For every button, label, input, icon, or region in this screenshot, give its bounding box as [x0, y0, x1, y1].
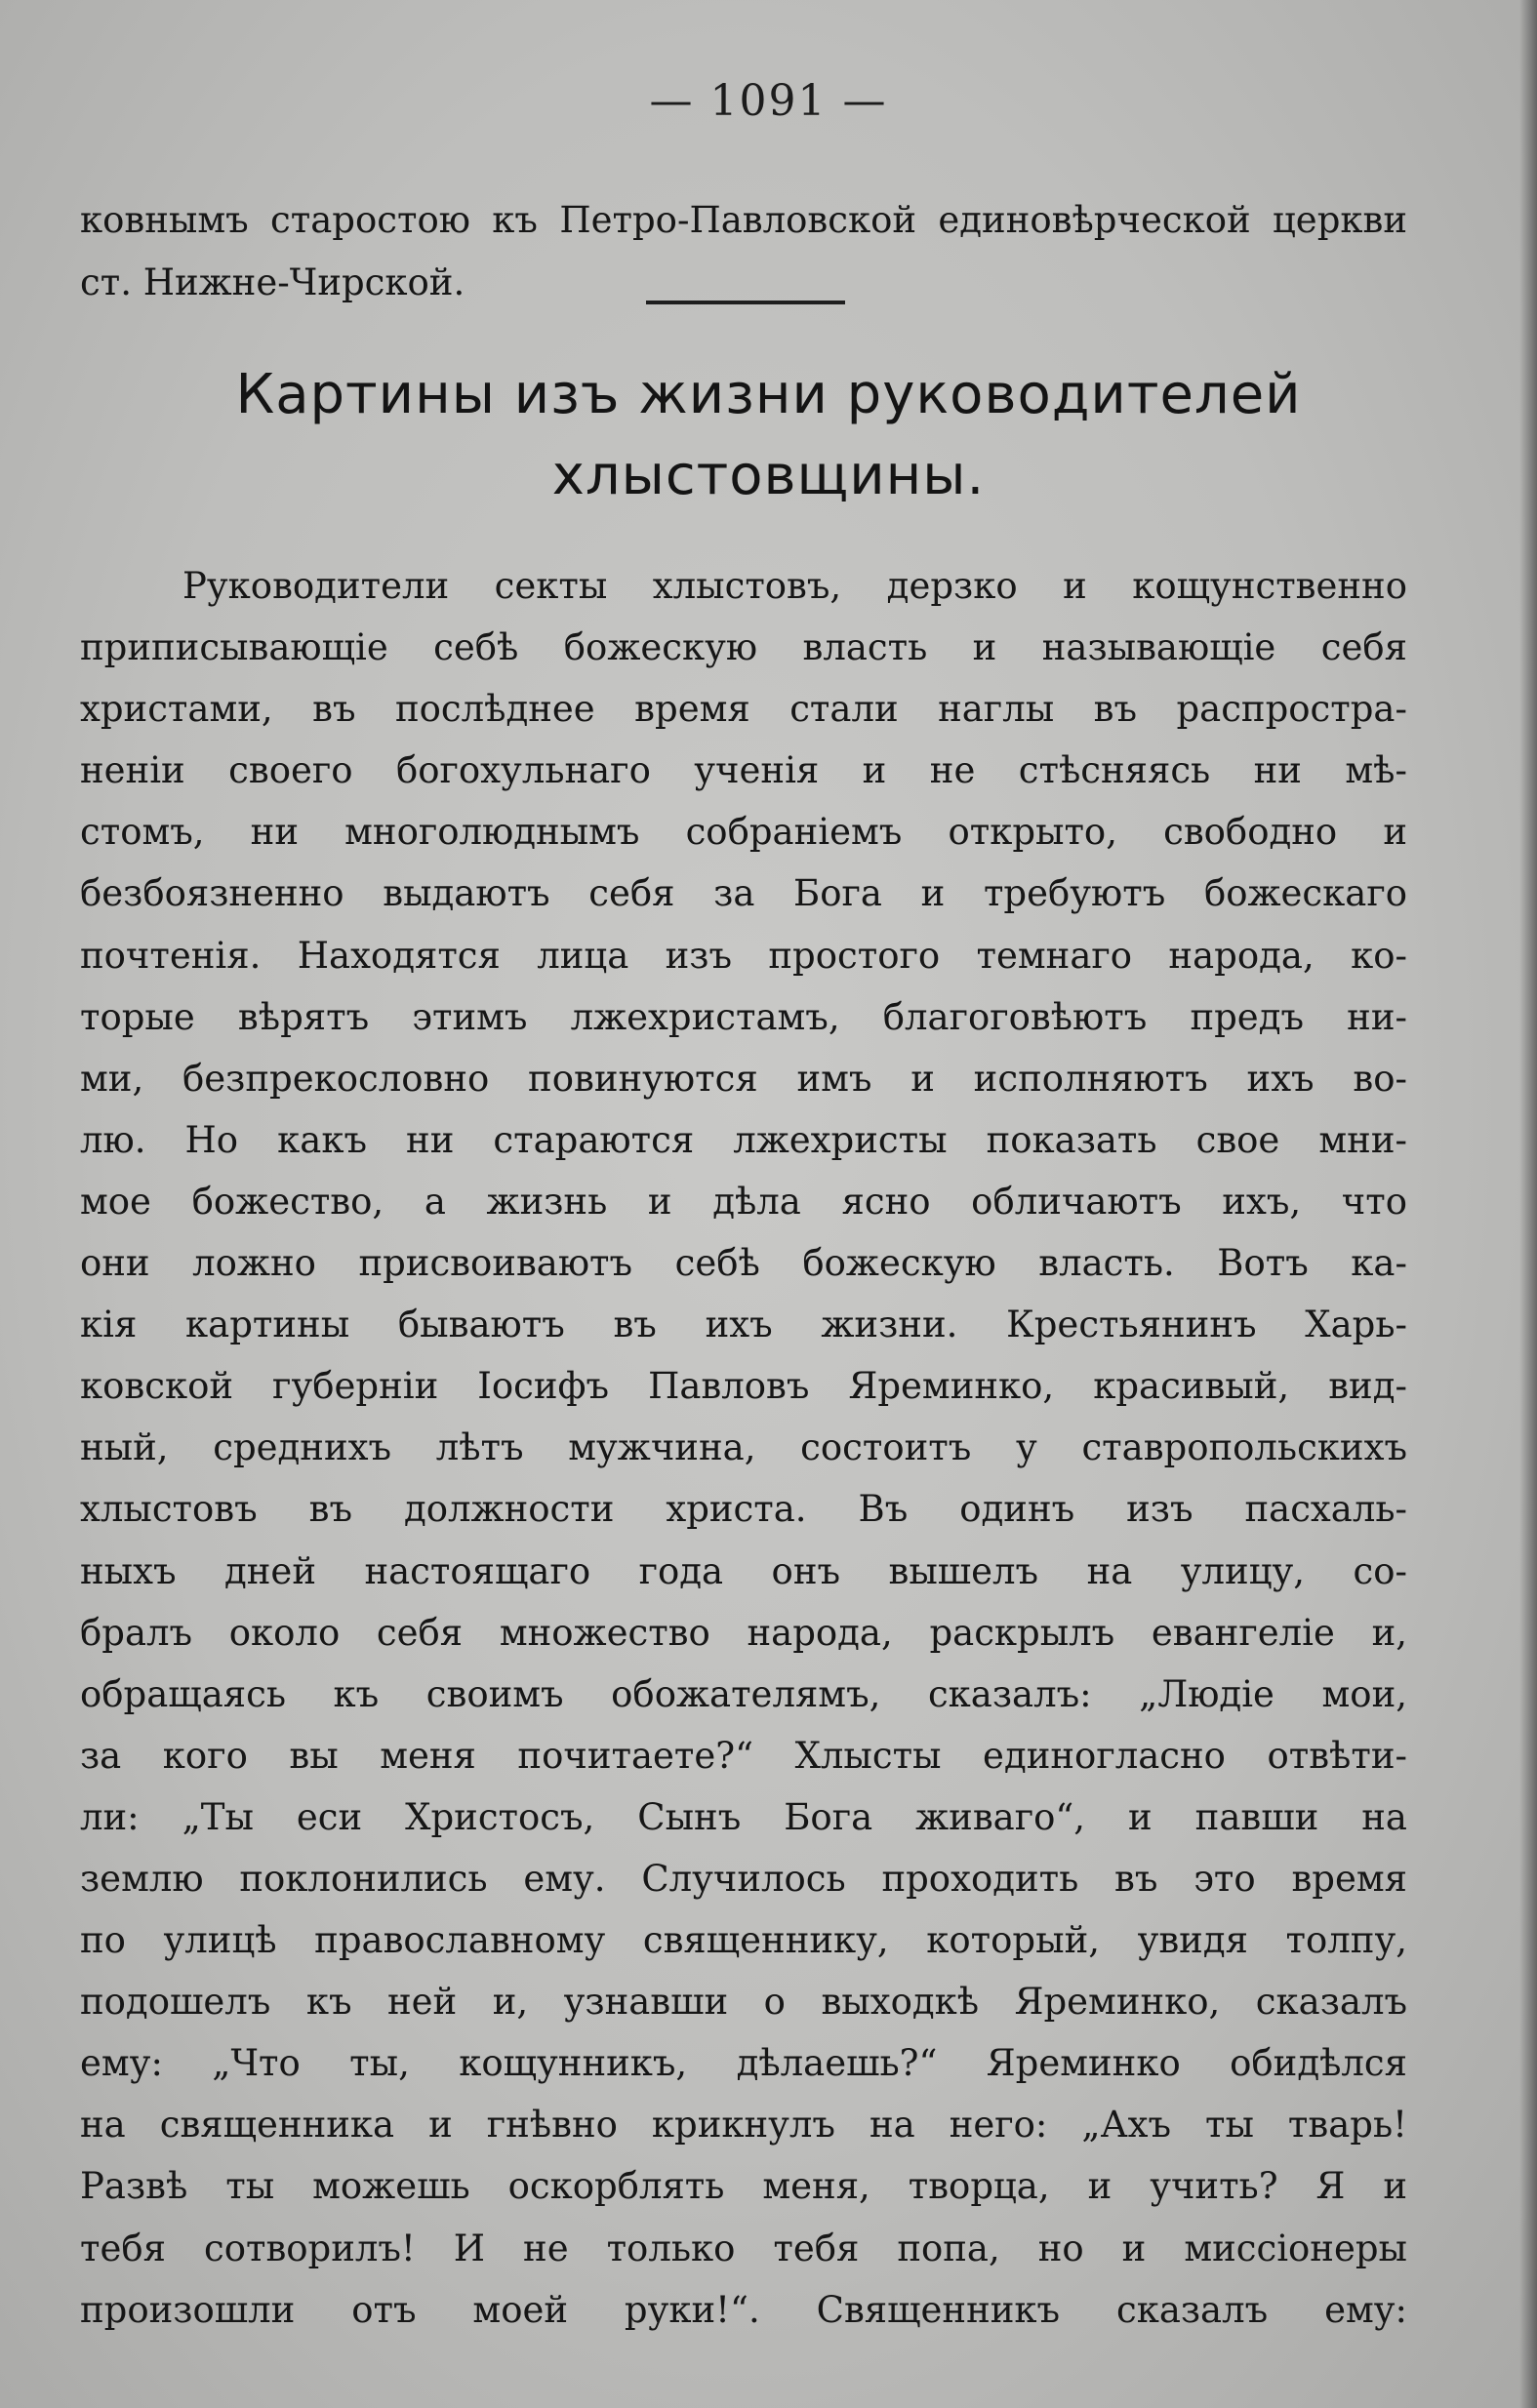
article-line: почтенія. Находятся лица изъ простого темнаго народа, ко-	[80, 934, 1407, 977]
article-line: мое божество, а жизнь и дѣла ясно обличаютъ ихъ, что	[80, 1180, 1407, 1223]
article-line: ли: „Ты еси Христосъ, Сынъ Бога живаго“, и павши на	[80, 1795, 1407, 1838]
article-line: бралъ около себя множество народа, раскрылъ евангеліе и,	[80, 1611, 1407, 1654]
page-number: — 1091 —	[649, 76, 888, 126]
section-divider	[646, 301, 845, 304]
article-line: христами, въ послѣднее время стали наглы въ распростра-	[80, 688, 1407, 731]
article-line: тебя сотворилъ! И не только тебя попа, но и миссіонеры	[80, 2227, 1407, 2269]
continuation-text	[80, 189, 1407, 314]
article-title-line-2: хлыстовщины.	[551, 444, 986, 507]
article-line: безбоязненно выдаютъ себя за Бога и требуютъ божескаго	[80, 872, 1407, 915]
article-line: ковской губерніи Іосифъ Павловъ Яреминко, красивый, вид-	[80, 1365, 1407, 1408]
article-line: торые вѣрятъ этимъ лжехристамъ, благоговѣютъ предъ ни-	[80, 995, 1407, 1038]
article-line: хлыстовъ въ должности христа. Въ одинъ изъ пасхаль-	[80, 1488, 1407, 1531]
article-line: Развѣ ты можешь оскорблять меня, творца, и учить? Я и	[80, 2165, 1407, 2208]
article-line: ный, среднихъ лѣтъ мужчина, состоитъ у ставропольскихъ	[80, 1426, 1407, 1469]
article-line: землю поклонились ему. Случилось проходить въ это время	[80, 1857, 1407, 1900]
article-line: ныхъ дней настоящаго года онъ вышелъ на улицу, со-	[80, 1549, 1407, 1592]
article-line: подошелъ къ ней и, узнавши о выходкѣ Яреминко, сказалъ	[80, 1981, 1407, 2024]
continuation-line: ст. Нижне-Чирской.	[80, 261, 465, 303]
page-edge-shadow	[1519, 0, 1537, 2408]
article-line: Руководители секты хлыстовъ, дерзко и кощунственно	[182, 565, 1407, 607]
article-line: лю. Но какъ ни стараются лжехристы показать свое мни-	[80, 1118, 1407, 1161]
article-line: приписывающіе себѣ божескую власть и называющіе себя	[80, 626, 1407, 669]
article-line: ми, безпрекословно повинуются имъ и исполняютъ ихъ во-	[80, 1057, 1407, 1100]
continuation-line: ковнымъ старостою къ Петро-Павловской единовѣрческой церкви	[80, 199, 1407, 241]
article-line: ему: „Что ты, кощунникъ, дѣлаешь?“ Яреминко обидѣлся	[80, 2042, 1407, 2085]
article-title-line-1: Картины изъ жизни руководителей	[235, 363, 1302, 426]
article-line: неніи своего богохульнаго ученія и не стѣсняясь ни мѣ-	[80, 749, 1407, 792]
article-line: за кого вы меня почитаете?“ Хлысты единогласно отвѣти-	[80, 1734, 1407, 1777]
article-line: обращаясь къ своимъ обожателямъ, сказалъ: „Людіе мои,	[80, 1672, 1407, 1715]
article-line: по улицѣ православному священнику, который, увидя толпу,	[80, 1919, 1407, 1962]
article-line: кія картины бываютъ въ ихъ жизни. Крестьянинъ Харь-	[80, 1304, 1407, 1346]
article-line: произошли отъ моей руки!“. Священникъ сказалъ ему:	[80, 2288, 1407, 2331]
article-line: на священника и гнѣвно крикнулъ на него: „Ахъ ты тварь!	[80, 2104, 1407, 2147]
article-body	[80, 555, 1407, 2341]
article-line: они ложно присвоиваютъ себѣ божескую власть. Вотъ ка-	[80, 1242, 1407, 1285]
article-line: стомъ, ни многолюднымъ собраніемъ открыто, свободно и	[80, 811, 1407, 854]
